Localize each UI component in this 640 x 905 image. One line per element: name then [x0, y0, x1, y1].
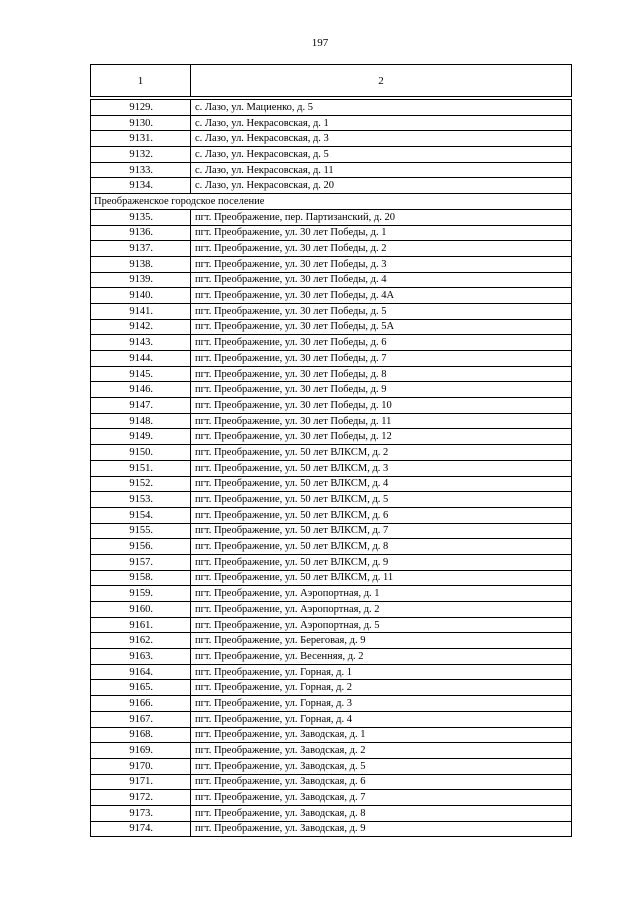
row-address: пгт. Преображение, ул. 50 лет ВЛКСМ, д. 4 — [191, 476, 572, 492]
table-row — [91, 225, 572, 241]
row-number: 9148. — [91, 413, 191, 429]
row-number: 9141. — [91, 303, 191, 319]
table-row — [91, 758, 572, 774]
row-number: 9169. — [91, 743, 191, 759]
row-number: 9159. — [91, 586, 191, 602]
table-row — [91, 366, 572, 382]
row-address: пгт. Преображение, ул. 30 лет Победы, д. 7 — [191, 351, 572, 367]
row-address: пгт. Преображение, ул. Заводская, д. 5 — [191, 758, 572, 774]
row-number: 9143. — [91, 335, 191, 351]
column-header-2: 2 — [191, 65, 572, 97]
row-number: 9167. — [91, 711, 191, 727]
table-row — [91, 319, 572, 335]
row-address: пгт. Преображение, ул. Горная, д. 1 — [191, 664, 572, 680]
table-row — [91, 711, 572, 727]
row-number: 9132. — [91, 147, 191, 163]
row-address: пгт. Преображение, ул. 50 лет ВЛКСМ, д. 11 — [191, 570, 572, 586]
row-number: 9146. — [91, 382, 191, 398]
table-row — [91, 570, 572, 586]
row-address: с. Лазо, ул. Некрасовская, д. 1 — [191, 115, 572, 131]
table-row — [91, 633, 572, 649]
table-row — [91, 256, 572, 272]
row-address: пгт. Преображение, ул. 30 лет Победы, д. 6 — [191, 335, 572, 351]
row-number: 9165. — [91, 680, 191, 696]
row-address: пгт. Преображение, ул. Заводская, д. 2 — [191, 743, 572, 759]
row-address: с. Лазо, ул. Мациенко, д. 5 — [191, 100, 572, 116]
table-row — [91, 727, 572, 743]
row-number: 9166. — [91, 696, 191, 712]
table-row — [91, 696, 572, 712]
row-number: 9168. — [91, 727, 191, 743]
row-address: пгт. Преображение, ул. Заводская, д. 1 — [191, 727, 572, 743]
row-address: пгт. Преображение, ул. Аэропортная, д. 5 — [191, 617, 572, 633]
row-number: 9160. — [91, 602, 191, 618]
row-number: 9170. — [91, 758, 191, 774]
address-table — [90, 99, 572, 837]
row-number: 9151. — [91, 460, 191, 476]
row-number: 9157. — [91, 554, 191, 570]
table-row — [91, 743, 572, 759]
table-row — [91, 523, 572, 539]
row-address: пгт. Преображение, ул. Заводская, д. 9 — [191, 821, 572, 837]
row-address: пгт. Преображение, ул. 30 лет Победы, д. 5 — [191, 303, 572, 319]
row-address: пгт. Преображение, ул. 30 лет Победы, д. 11 — [191, 413, 572, 429]
table-row — [91, 507, 572, 523]
row-number: 9129. — [91, 100, 191, 116]
row-number: 9138. — [91, 256, 191, 272]
table-row — [91, 100, 572, 116]
row-number: 9144. — [91, 351, 191, 367]
table-row — [91, 162, 572, 178]
table-row — [91, 492, 572, 508]
row-address: пгт. Преображение, ул. Горная, д. 3 — [191, 696, 572, 712]
table-row — [91, 115, 572, 131]
row-number: 9135. — [91, 209, 191, 225]
row-address: пгт. Преображение, ул. 50 лет ВЛКСМ, д. 6 — [191, 507, 572, 523]
table-row — [91, 178, 572, 194]
row-number: 9139. — [91, 272, 191, 288]
row-number: 9142. — [91, 319, 191, 335]
row-number: 9154. — [91, 507, 191, 523]
row-number: 9131. — [91, 131, 191, 147]
table-row — [91, 335, 572, 351]
page-number: 197 — [311, 37, 329, 49]
row-address: пгт. Преображение, ул. 50 лет ВЛКСМ, д. 2 — [191, 445, 572, 461]
table-row — [91, 460, 572, 476]
table-row — [91, 774, 572, 790]
table-header — [90, 64, 572, 97]
row-address: пгт. Преображение, ул. 50 лет ВЛКСМ, д. 5 — [191, 492, 572, 508]
row-number: 9158. — [91, 570, 191, 586]
table-row — [91, 539, 572, 555]
row-address: пгт. Преображение, ул. Заводская, д. 6 — [191, 774, 572, 790]
row-address: пгт. Преображение, ул. 30 лет Победы, д. 2 — [191, 241, 572, 257]
row-address: пгт. Преображение, ул. Аэропортная, д. 2 — [191, 602, 572, 618]
row-number: 9172. — [91, 790, 191, 806]
row-address: пгт. Преображение, ул. 30 лет Победы, д. 5А — [191, 319, 572, 335]
row-address: пгт. Преображение, ул. 30 лет Победы, д. 4А — [191, 288, 572, 304]
table-row — [91, 241, 572, 257]
row-number: 9130. — [91, 115, 191, 131]
row-address: с. Лазо, ул. Некрасовская, д. 20 — [191, 178, 572, 194]
table-row — [91, 382, 572, 398]
row-number: 9171. — [91, 774, 191, 790]
row-number: 9137. — [91, 241, 191, 257]
row-number: 9145. — [91, 366, 191, 382]
row-address: пгт. Преображение, ул. 30 лет Победы, д. 4 — [191, 272, 572, 288]
row-number: 9162. — [91, 633, 191, 649]
row-number: 9152. — [91, 476, 191, 492]
row-address: пгт. Преображение, ул. 50 лет ВЛКСМ, д. 8 — [191, 539, 572, 555]
section-title: Преображенское городское поселение — [91, 194, 572, 210]
table-row — [91, 664, 572, 680]
column-header-1: 1 — [91, 65, 191, 97]
table-row — [91, 351, 572, 367]
row-number: 9140. — [91, 288, 191, 304]
row-number: 9174. — [91, 821, 191, 837]
table-row — [91, 821, 572, 837]
table-row — [91, 398, 572, 414]
row-address: пгт. Преображение, ул. Заводская, д. 8 — [191, 805, 572, 821]
row-number: 9161. — [91, 617, 191, 633]
row-number: 9149. — [91, 429, 191, 445]
row-address: пгт. Преображение, ул. Весенняя, д. 2 — [191, 649, 572, 665]
table-row — [91, 649, 572, 665]
table-row — [91, 790, 572, 806]
row-address: пгт. Преображение, ул. 30 лет Победы, д. 12 — [191, 429, 572, 445]
row-address: с. Лазо, ул. Некрасовская, д. 11 — [191, 162, 572, 178]
row-number: 9163. — [91, 649, 191, 665]
table-row — [91, 131, 572, 147]
row-address: пгт. Преображение, ул. 30 лет Победы, д. 3 — [191, 256, 572, 272]
table-row — [91, 805, 572, 821]
row-number: 9153. — [91, 492, 191, 508]
row-address: с. Лазо, ул. Некрасовская, д. 5 — [191, 147, 572, 163]
table-row — [91, 147, 572, 163]
row-number: 9156. — [91, 539, 191, 555]
row-address: пгт. Преображение, ул. 30 лет Победы, д. 10 — [191, 398, 572, 414]
table-row — [91, 209, 572, 225]
row-address: пгт. Преображение, ул. 30 лет Победы, д. 8 — [191, 366, 572, 382]
row-address: пгт. Преображение, ул. Аэропортная, д. 1 — [191, 586, 572, 602]
row-address: с. Лазо, ул. Некрасовская, д. 3 — [191, 131, 572, 147]
row-address: пгт. Преображение, ул. Горная, д. 4 — [191, 711, 572, 727]
table-row — [91, 476, 572, 492]
row-address: пгт. Преображение, ул. 30 лет Победы, д. 9 — [191, 382, 572, 398]
table-row — [91, 602, 572, 618]
row-number: 9173. — [91, 805, 191, 821]
row-address: пгт. Преображение, ул. 30 лет Победы, д. 1 — [191, 225, 572, 241]
row-address: пгт. Преображение, ул. Береговая, д. 9 — [191, 633, 572, 649]
table-row — [91, 413, 572, 429]
row-number: 9133. — [91, 162, 191, 178]
table-row — [91, 429, 572, 445]
row-address: пгт. Преображение, пер. Партизанский, д. 20 — [191, 209, 572, 225]
section-row — [91, 194, 572, 210]
address-table-body — [91, 100, 572, 837]
row-number: 9136. — [91, 225, 191, 241]
row-number: 9150. — [91, 445, 191, 461]
table-row — [91, 680, 572, 696]
table-row — [91, 617, 572, 633]
row-address: пгт. Преображение, ул. 50 лет ВЛКСМ, д. 7 — [191, 523, 572, 539]
table-row — [91, 272, 572, 288]
table-row — [91, 303, 572, 319]
row-address: пгт. Преображение, ул. Горная, д. 2 — [191, 680, 572, 696]
table-row — [91, 288, 572, 304]
row-address: пгт. Преображение, ул. Заводская, д. 7 — [191, 790, 572, 806]
table-row — [91, 445, 572, 461]
row-number: 9155. — [91, 523, 191, 539]
table-row — [91, 554, 572, 570]
row-address: пгт. Преображение, ул. 50 лет ВЛКСМ, д. 9 — [191, 554, 572, 570]
row-address: пгт. Преображение, ул. 50 лет ВЛКСМ, д. 3 — [191, 460, 572, 476]
row-number: 9147. — [91, 398, 191, 414]
row-number: 9134. — [91, 178, 191, 194]
row-number: 9164. — [91, 664, 191, 680]
table-row — [91, 586, 572, 602]
